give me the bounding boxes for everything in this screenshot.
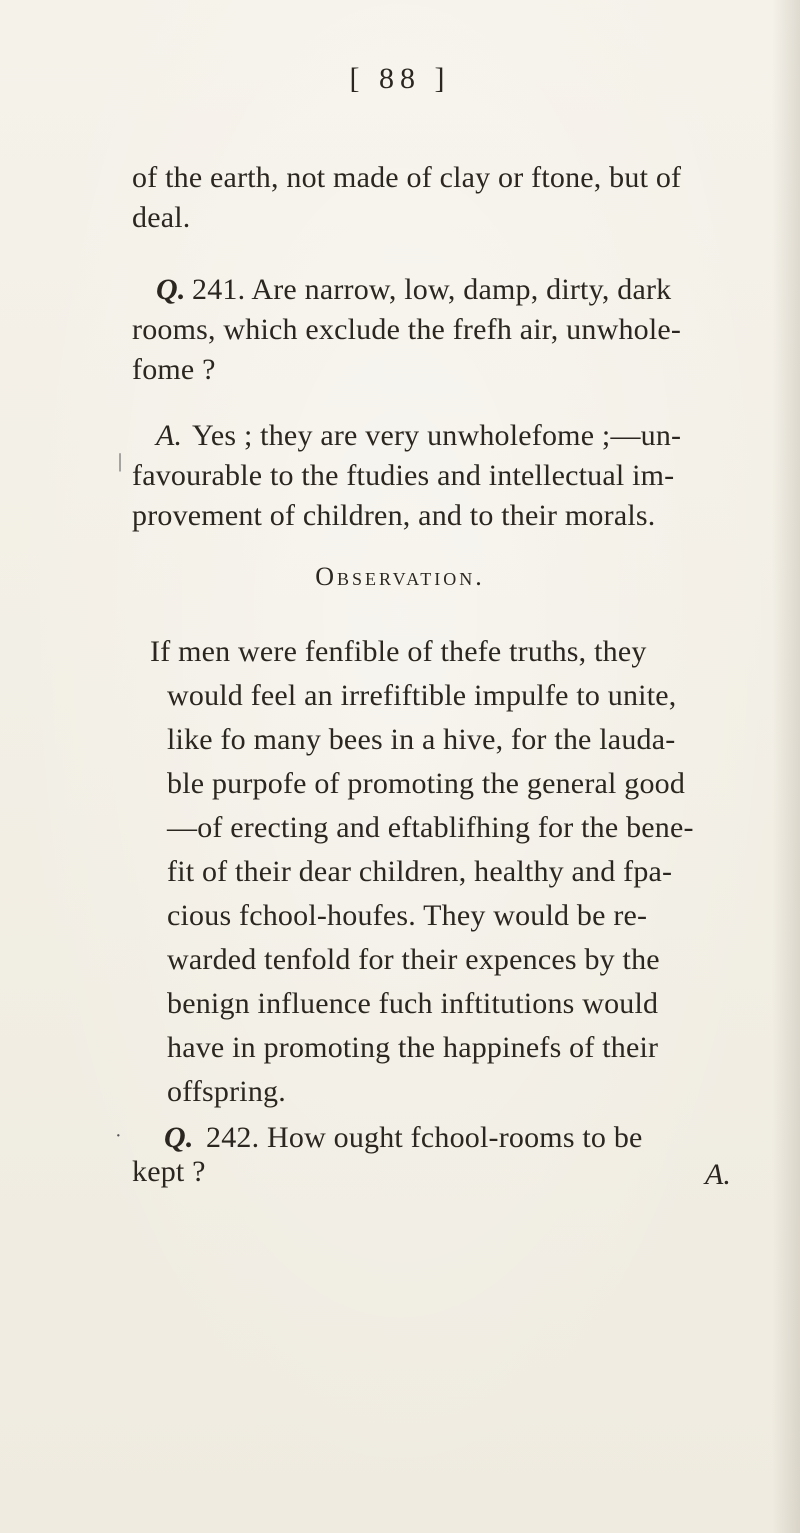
text-line: 241. Are narrow, low, damp, dirty, dark <box>192 273 672 306</box>
answer-241-marker <box>156 416 182 456</box>
margin-mark: | <box>118 450 123 472</box>
text-line: rooms, which exclude the frefh air, unwhole- <box>132 313 682 346</box>
observation-line: would feel an irrefiftible impulfe to unite, <box>167 679 677 712</box>
text-line: fome ? <box>132 353 216 386</box>
margin-mark: · <box>115 1125 122 1147</box>
observation-line: have in promoting the happinefs of their <box>167 1031 659 1064</box>
observation-line: benign influence fuch inftitutions would <box>167 987 659 1020</box>
observation-line: ble purpofe of promoting the general good <box>167 767 686 800</box>
text-line: favourable to the ftudies and intellectual im- <box>132 459 675 492</box>
question-241-marker <box>156 270 186 310</box>
text-line: provement of children, and to their morals. <box>132 499 656 532</box>
observation-line: warded tenfold for their expences by the <box>167 943 660 976</box>
observation-line: like fo many bees in a hive, for the lauda- <box>167 723 676 756</box>
question-mark: Q. <box>156 273 186 306</box>
observation-line: fit of their dear children, healthy and fpa- <box>167 855 673 888</box>
text-line: of the earth, not made of clay or ftone, but of <box>132 161 682 194</box>
text-line: deal. <box>132 201 191 234</box>
observation-line: offspring. <box>167 1075 286 1108</box>
text-line: Yes ; they are very unwholefome ;—un- <box>192 419 682 452</box>
observation-line: cious fchool-houfes. They would be re- <box>167 899 648 932</box>
catchword: A. <box>705 1158 731 1191</box>
text-line: kept ? <box>132 1155 206 1188</box>
page-edge-shadow <box>772 0 800 1533</box>
question-mark: Q. <box>164 1121 194 1154</box>
observation-line: —of erecting and eftablifhing for the bene- <box>167 811 694 844</box>
page-number: [ 88 ] <box>349 62 451 95</box>
text-line: 242. How ought fchool-rooms to be <box>206 1121 643 1154</box>
observation-line: If men were fenfible of thefe truths, they <box>150 635 647 668</box>
section-heading: Observation. <box>315 562 485 591</box>
answer-mark: A. <box>156 419 183 452</box>
